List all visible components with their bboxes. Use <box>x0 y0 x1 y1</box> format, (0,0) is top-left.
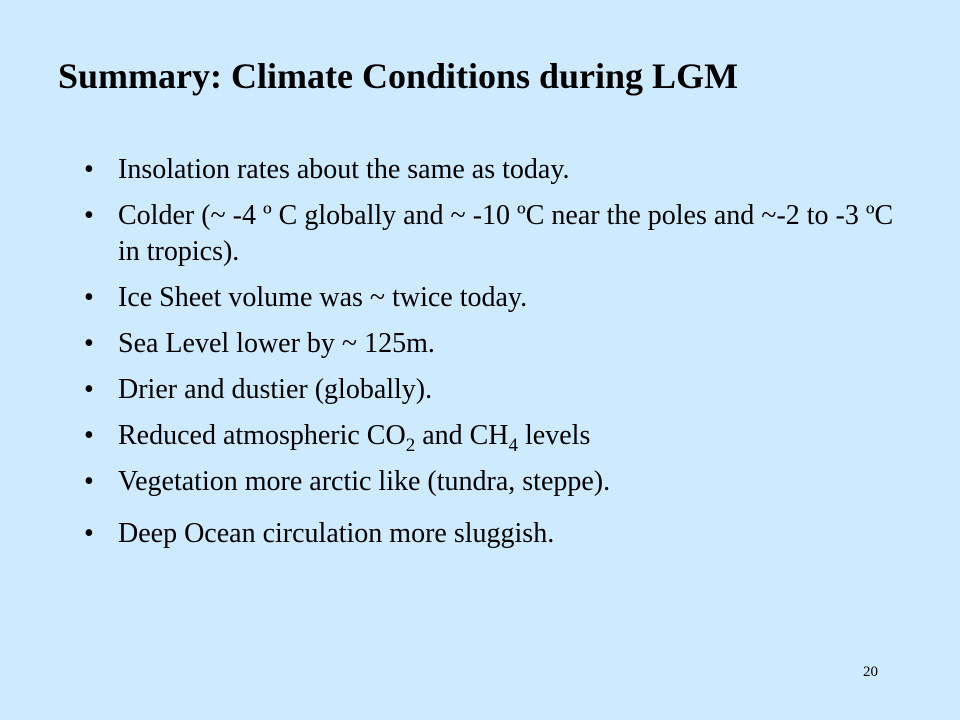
bullet-item-ice-sheet <box>84 280 904 316</box>
bullet-item-sea-level <box>84 326 904 362</box>
bullet-dot-icon: • <box>84 518 94 549</box>
bullet-dot-icon: • <box>84 466 94 497</box>
bullet-item-colder <box>84 198 904 270</box>
bullet-dot-icon: • <box>84 420 94 451</box>
bullet-text-greenhouse-gases <box>118 420 591 456</box>
bullet-text-sea-level: Sea Level lower by ~ 125m. <box>118 328 435 359</box>
bullet-item-drier <box>84 372 904 408</box>
bullet-text-insolation: Insolation rates about the same as today. <box>118 154 570 185</box>
co2-subscript: 2 <box>405 435 416 456</box>
bullet-text-deep-ocean: Deep Ocean circulation more sluggish. <box>118 518 555 549</box>
bullet-dot-icon: • <box>84 282 94 313</box>
bullet-dot-icon: • <box>84 374 94 405</box>
bullet-item-greenhouse-gases <box>84 418 904 454</box>
page-number: 20 <box>863 664 878 680</box>
bullet-item-vegetation <box>84 464 904 500</box>
bullet-item-insolation <box>84 152 904 188</box>
bullet-text-vegetation: Vegetation more arctic like (tundra, steppe). <box>118 466 611 497</box>
greenhouse-text-part-1: Reduced atmospheric CO <box>118 420 406 451</box>
bullet-dot-icon: • <box>84 154 94 185</box>
bullet-list <box>84 152 904 552</box>
bullet-text-drier: Drier and dustier (globally). <box>118 374 433 405</box>
bullet-text-colder: Colder (~ -4 º C globally and ~ -10 ºC near the poles and ~-2 to -3 ºC in tropics). <box>118 200 894 267</box>
ch4-subscript: 4 <box>508 435 519 456</box>
greenhouse-text-part-3: levels <box>518 420 591 451</box>
bullet-dot-icon: • <box>84 328 94 359</box>
bullet-text-ice-sheet: Ice Sheet volume was ~ twice today. <box>118 282 528 313</box>
slide-title: Summary: Climate Conditions during LGM <box>58 56 739 96</box>
bullet-dot-icon: • <box>84 200 94 231</box>
greenhouse-text-part-2: and CH <box>415 420 509 451</box>
bullet-item-deep-ocean <box>84 516 904 552</box>
